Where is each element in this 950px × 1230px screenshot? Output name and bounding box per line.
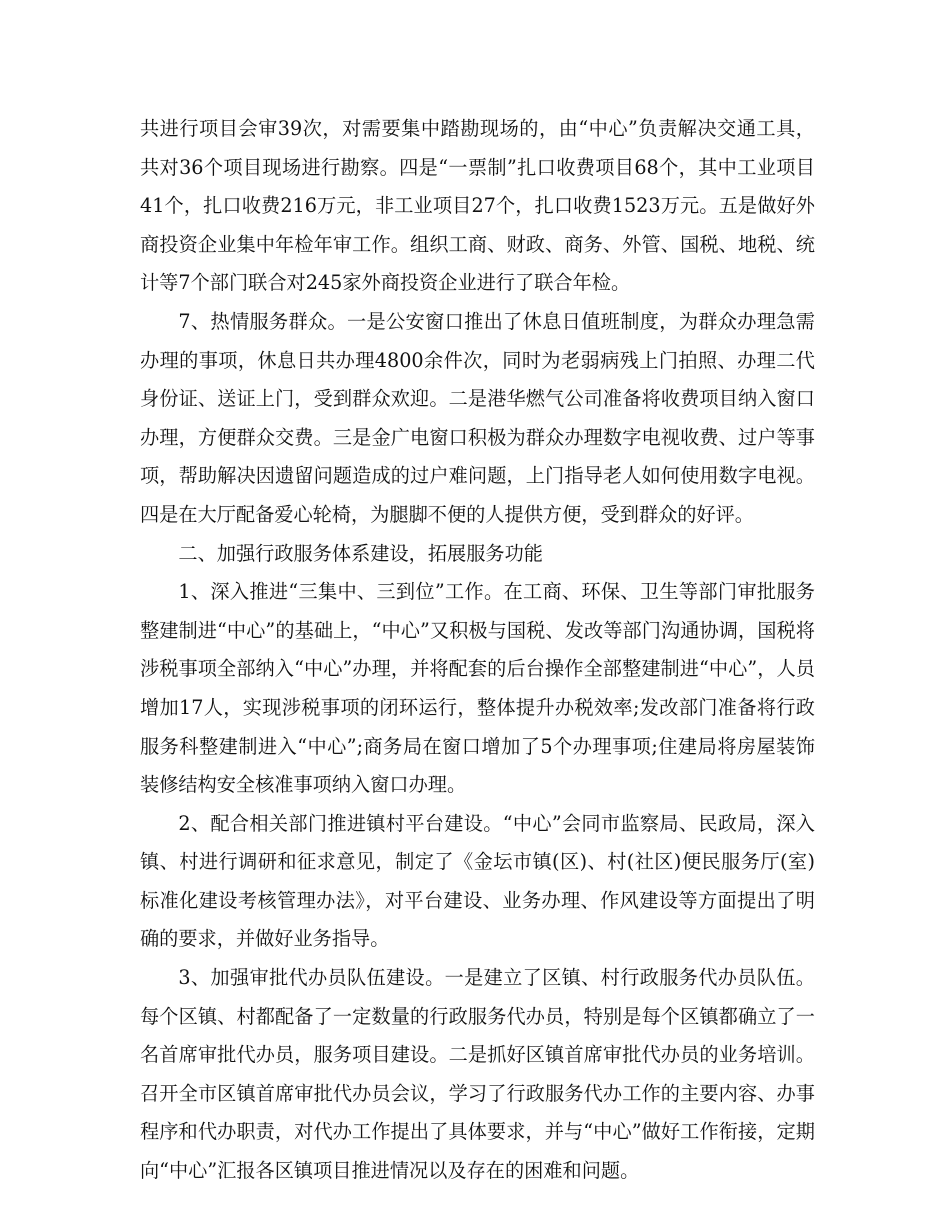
- paragraph-item-1: 1、深入推进“三集中、三到位”工作。在工商、环保、卫生等部门审批服务整建制进“中心”的基础上，“中心”又积极与国税、发改等部门沟通协调，国税将涉税事项全部纳入“中心”办理，并将配套的后台操作全部整建制进“中心”，人员增加17人，实现涉税事项的闭环运行，整体提升办税效率;发改部门准备将行政服务科整建制进入“中心”;商务局在窗口增加了5个办理事项;住建局将房屋装饰装修结构安全核准事项纳入窗口办理。: [140, 580, 815, 797]
- paragraph-continuation: 共进行项目会审39次，对需要集中踏勘现场的，由“中心”负责解决交通工具，共对36个项目现场进行勘察。四是“一票制”扎口收费项目68个，其中工业项目41个，扎口收费216万元，非工业项目27个，扎口收费1523万元。五是做好外商投资企业集中年检年审工作。组织工商、财政、商务、外管、国税、地税、统计等7个部门联合对245家外商投资企业进行了联合年检。: [140, 117, 815, 295]
- document-body: [140, 110, 815, 1191]
- section-heading-2: 二、加强行政服务体系建设，拓展服务功能: [178, 541, 543, 565]
- paragraph-item-3: 3、加强审批代办员队伍建设。一是建立了区镇、村行政服务代办员队伍。每个区镇、村都配备了一定数量的行政服务代办员，特别是每个区镇都确立了一名首席审批代办员，服务项目建设。二是抓好区镇首席审批代办员的业务培训。召开全市区镇首席审批代办员会议，学习了行政服务代办工作的主要内容、办事程序和代办职责，对代办工作提出了具体要求，并与“中心”做好工作衔接，定期向“中心”汇报各区镇项目推进情况以及存在的困难和问题。: [140, 966, 815, 1183]
- paragraph-item-7: 7、热情服务群众。一是公安窗口推出了休息日值班制度，为群众办理急需办理的事项，休息日共办理4800余件次，同时为老弱病残上门拍照、办理二代身份证、送证上门，受到群众欢迎。二是港华燃气公司准备将收费项目纳入窗口办理，方便群众交费。三是金广电窗口积极为群众办理数字电视收费、过户等事项，帮助解决因遗留问题造成的过户难问题，上门指导老人如何使用数字电视。四是在大厅配备爱心轮椅，为腿脚不便的人提供方便，受到群众的好评。: [140, 309, 815, 526]
- paragraph-item-2: 2、配合相关部门推进镇村平台建设。“中心”会同市监察局、民政局，深入镇、村进行调研和征求意见，制定了《金坛市镇(区)、村(社区)便民服务厅(室)标准化建设考核管理办法》，对平台建设、业务办理、作风建设等方面提出了明确的要求，并做好业务指导。: [140, 811, 815, 951]
